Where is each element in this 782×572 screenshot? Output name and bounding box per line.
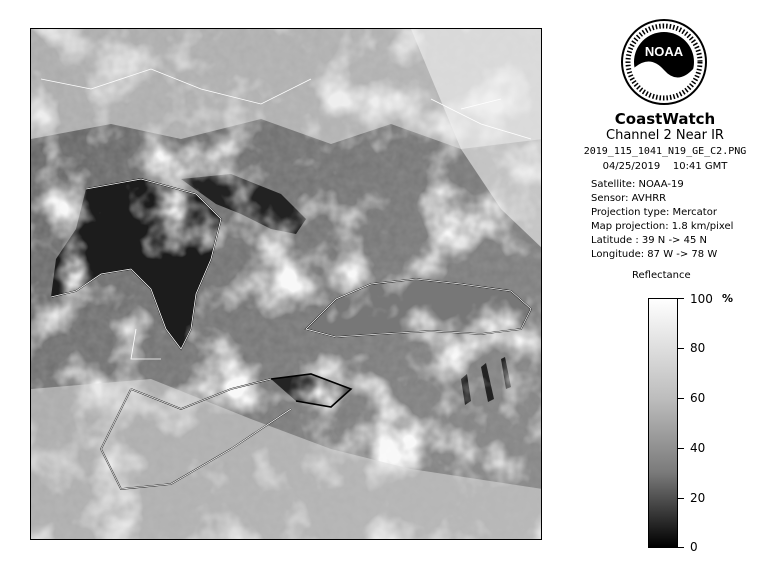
map-canvas [31,29,542,540]
product-title: CoastWatch [614,110,716,128]
info-panel [560,110,770,174]
colorbar-tick [678,398,684,399]
colorbar-tick [678,547,684,548]
legend-unit: % [722,292,734,305]
colorbar-label: 60 [690,391,706,405]
acquisition-datetime: 04/25/2019 10:41 GMT [602,161,728,172]
svg-text:NOAA: NOAA [644,44,684,59]
colorbar-label: 0 [690,540,698,554]
colorbar-tick [678,348,684,349]
colorbar-label: 40 [690,441,706,455]
colorbar-label: 80 [690,341,706,355]
satellite-map[interactable] [30,28,542,540]
colorbar-label: 100 [690,292,713,306]
colorbar-tick [678,498,684,499]
projection-type-label: Projection type: Mercator [591,207,717,218]
longitude-range: Longitude: 87 W -> 78 W [591,249,718,260]
reflectance-colorbar [648,298,678,548]
file-name: 2019_115_1041_N19_GE_C2.PNG [583,146,747,157]
colorbar-tick [678,298,684,299]
sensor-label: Sensor: AVHRR [591,193,667,204]
channel-label: Channel 2 Near IR [606,128,724,143]
colorbar-tick [678,448,684,449]
latitude-range: Latitude : 39 N -> 45 N [591,235,707,246]
map-projection-label: Map projection: 1.8 km/pixel [591,221,734,232]
satellite-label: Satellite: NOAA-19 [591,179,684,190]
noaa-logo [620,18,708,106]
legend-title: Reflectance [632,270,691,281]
colorbar-label: 20 [690,491,706,505]
